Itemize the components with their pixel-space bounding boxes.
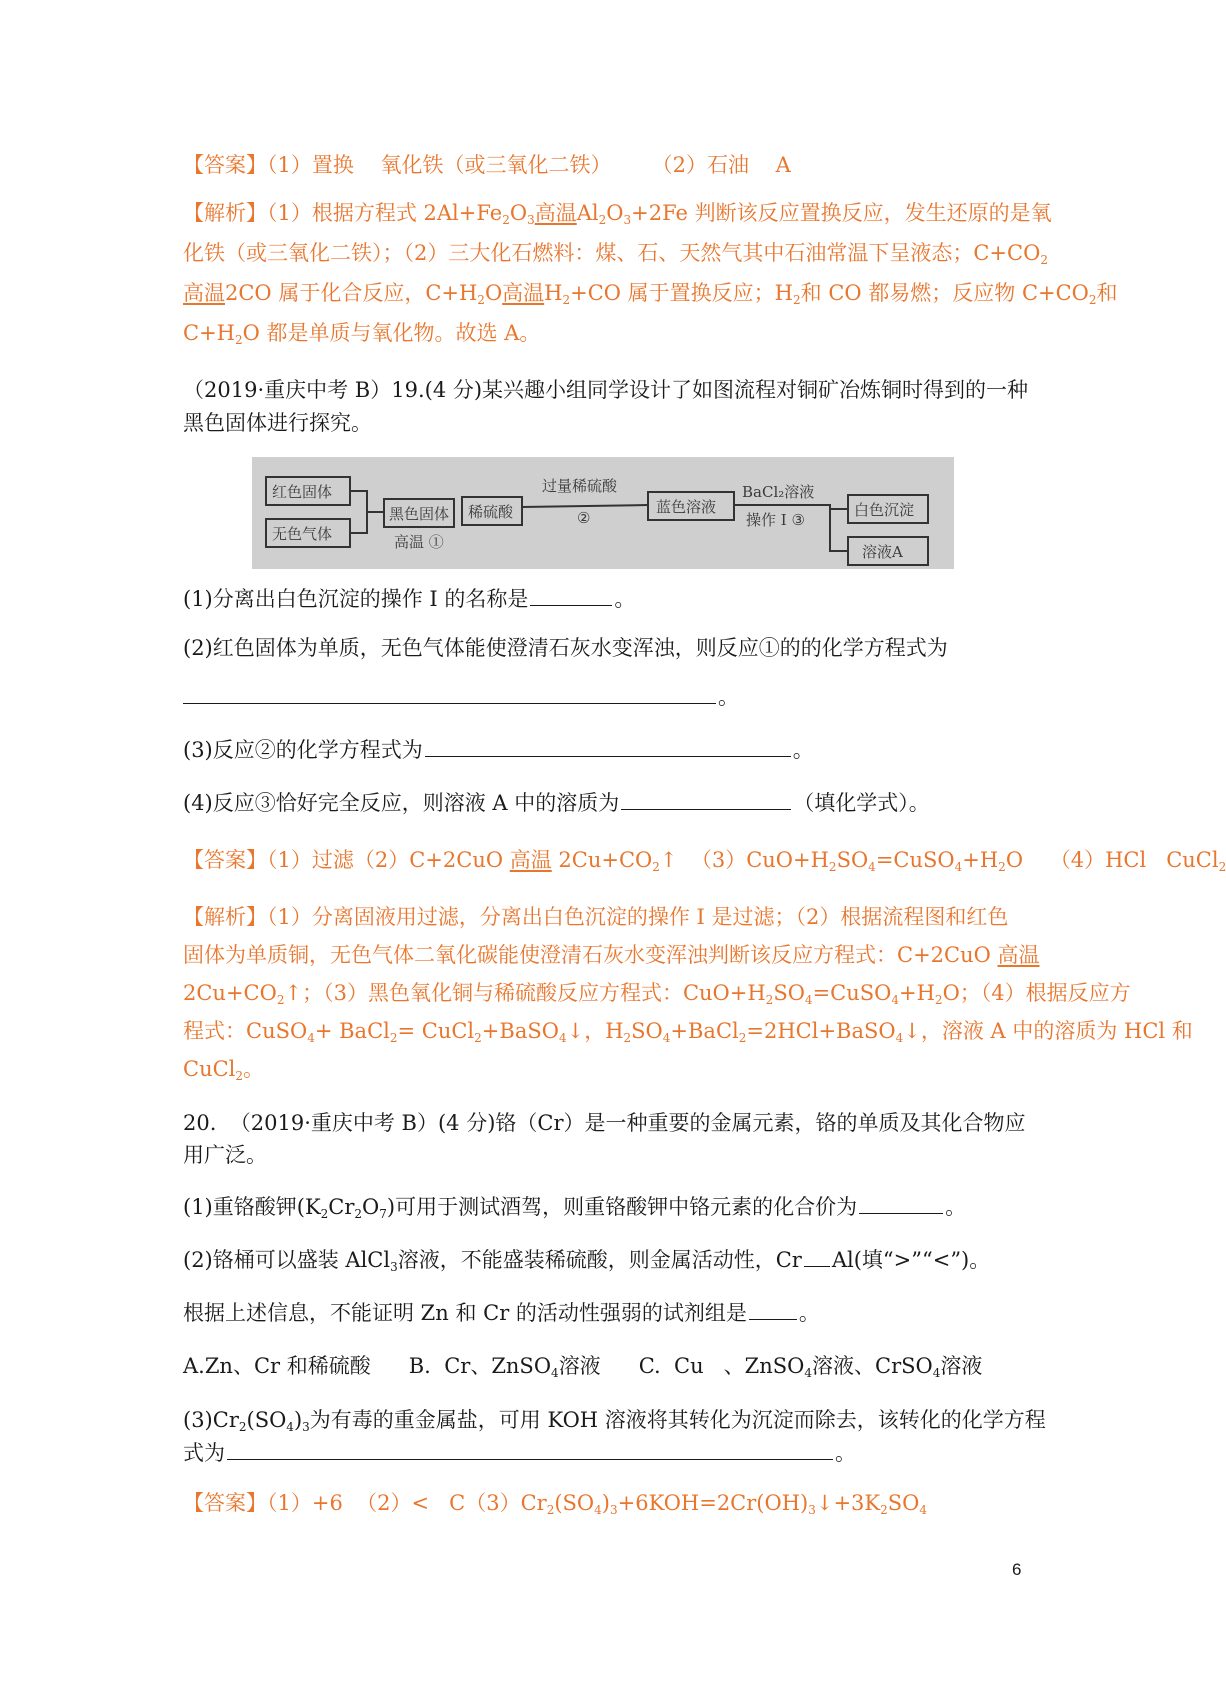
question-text: 。 [614,587,636,611]
subscript: 2 [1218,860,1226,874]
subscript: 2 [276,993,285,1007]
answer-blank[interactable] [530,583,612,606]
subscript: 4 [662,1031,671,1045]
subscript: 2 [738,1031,747,1045]
q20-sub-3 [183,1296,1043,1330]
answer-blank[interactable] [183,681,716,704]
answer-tag: 【答案】 [183,153,267,177]
answer-text: 2Cu+CO [551,848,653,872]
subscript: 4 [307,1031,315,1045]
condition-text: 高温 [534,201,577,225]
analysis-text: 2Cu+CO [183,981,277,1005]
answer-text: (SO [554,1491,595,1515]
question-text: (3)反应②的化学方程式为 [183,738,423,762]
subscript: 2 [828,860,837,874]
q19-line-2 [183,406,1043,440]
question-text: 式为 [183,1441,225,1465]
question-text: O [362,1195,380,1219]
subscript: 2 [234,333,243,347]
analysis2-line-2 [183,938,1043,972]
q20-line-1 [183,1106,1043,1140]
q20-sub-4-cont [183,1436,1043,1470]
analysis-text: ↑；（3）黑色氧化铜与稀硫酸反应方程式：CuO+H [284,981,766,1005]
q19-sub-2 [183,631,1043,665]
answer-text: SO [836,848,869,872]
condition-text: 高温 [502,281,545,305]
analysis-line-1 [183,196,1052,230]
analysis-text: +2Fe 判断该反应置换反应，发生还原的是氧 [631,201,1052,225]
analysis-text: （1）根据方程式 2Al+Fe [267,201,503,225]
question-text: 用广泛。 [183,1143,267,1167]
option-a[interactable]: A.Zn、Cr 和稀硫酸 [183,1354,371,1378]
option-b[interactable] [409,1354,601,1378]
q19-line-1 [183,373,1043,407]
subscript: 2 [652,860,660,874]
q20-sub-2 [183,1243,1043,1277]
analysis-text: （1）分离固液用过滤，分离出白色沉淀的操作 I 是过滤；（2）根据流程图和红色 [267,905,1009,929]
analysis2-line-4 [183,1014,1193,1048]
question-text: Cr [328,1195,355,1219]
subscript: 4 [804,1366,813,1380]
answer-blank[interactable] [859,1191,943,1214]
subscript: 4 [919,1503,927,1517]
subscript: 2 [389,1031,398,1045]
analysis-text: +BaSO [481,1019,559,1043]
analysis-text: CuCl [183,1057,236,1081]
subscript: 2 [598,213,607,227]
subscript: 2 [477,293,485,307]
analysis-text: =2HCl+BaSO [746,1019,896,1043]
option-text: 溶液 [558,1354,601,1378]
analysis-text: C+H [183,321,235,345]
flow-dilute-acid: 稀硫酸 [468,503,514,521]
analysis-text: +H [899,981,935,1005]
analysis-text: +CO 属于置换反应；H [570,281,793,305]
subscript: 4 [868,860,876,874]
answer-text: +H [962,848,999,872]
answer-line-1 [183,148,1043,182]
answer-text: +6KOH=2Cr(OH) [617,1491,809,1515]
analysis-text: 程式：CuSO [183,1019,308,1043]
analysis-line-2 [183,236,1048,270]
analysis-text: = CuCl [397,1019,475,1043]
subscript: 3 [808,1503,816,1517]
question-text: 为有毒的重金属盐，可用 KOH 溶液将其转化为沉淀而除去，该转化的化学方程 [309,1408,1046,1432]
flow-high-temp: 高温 ① [394,533,444,551]
answer-tag: 【答案】 [183,848,267,872]
analysis-tag: 【解析】 [183,905,267,929]
analysis-text: SO [631,1019,663,1043]
subscript: 2 [474,1031,482,1045]
analysis-text: O；（4）根据反应方 [942,981,1131,1005]
subscript: 4 [558,1031,567,1045]
subscript: 2 [934,993,943,1007]
analysis-text: O [606,201,624,225]
subscript: 3 [390,1260,398,1274]
question-text: 根据上述信息，不能证明 Zn 和 Cr 的活动性强弱的试剂组是 [183,1301,747,1325]
flow-white-precipitate: 白色沉淀 [854,501,915,519]
subscript: 2 [354,1207,363,1221]
analysis2-line-1 [183,900,1043,934]
question-text: Al(填“>”“<”)。 [831,1248,991,1272]
answer-text: （1）过滤（2）C+2CuO [267,848,510,872]
subscript: 2 [1088,293,1097,307]
flow-red-solid: 红色固体 [272,483,333,501]
answer-text: ↑ （3）CuO+H [659,848,829,872]
condition-text: 高温 [183,281,225,305]
flowchart-lines [252,457,954,569]
subscript: 2 [238,1420,247,1434]
analysis-text: 和 [1096,281,1118,305]
q20-sub-1 [183,1190,1043,1224]
subscript: 2 [793,293,801,307]
analysis2-line-3 [183,976,1131,1010]
question-text: (1)重铬酸钾(K [183,1195,321,1219]
analysis-text: 2CO 属于化合反应，C+H [225,281,478,305]
question-text: (2)红色固体为单质，无色气体能使澄清石灰水变浑浊，则反应①的的化学方程式为 [183,636,948,660]
analysis-text: +BaCl [670,1019,739,1043]
answer-text: （1）置换 氧化铁（或三氧化二铁） （2）石油 A [267,153,791,177]
analysis-text: O 都是单质与氧化物。故选 A。 [242,321,541,345]
analysis-text: =CuSO [812,981,892,1005]
analysis-line-4 [183,316,1043,350]
option-text: 溶液 [940,1354,983,1378]
question-text: (1)分离出白色沉淀的操作 I 的名称是 [183,587,529,611]
option-text: C. Cu 、ZnSO [638,1354,805,1378]
analysis-line-3 [183,276,1118,310]
flow-excess-acid: 过量稀硫酸 [542,477,618,495]
subscript: 2 [880,1503,888,1517]
subscript: 4 [891,993,899,1007]
question-text: ) [293,1408,303,1432]
analysis-text: O [509,201,528,225]
answer-blank[interactable] [425,734,791,757]
analysis-text: ↓，H [566,1019,624,1043]
analysis-text: SO [773,981,805,1005]
analysis-text: Al [576,201,599,225]
flow-blue-solution: 蓝色溶液 [656,498,717,516]
flow-bacl2: BaCl₂溶液 [742,483,815,501]
subscript: 3 [527,213,535,227]
answer-blank[interactable] [621,787,791,810]
question-text: （2019·重庆中考 B）19.(4 分)某兴趣小组同学设计了如图流程对铜矿冶炼铜时得到的一种 [183,378,1029,402]
subscript: 7 [379,1207,387,1221]
answer-text: （1）+6 （2）< C（3）Cr [267,1491,547,1515]
q19-sub-2-blank [183,680,1043,714]
q19-sub-3 [183,733,1043,767]
question-text: 。 [835,1441,856,1465]
question-text: 溶液，不能盛装稀硫酸，则金属活动性，Cr [397,1248,802,1272]
question-text: 20. （2019·重庆中考 B）(4 分)铬（Cr）是一种重要的金属元素，铬的单质及其化合物应 [183,1111,1026,1135]
question-text: （填化学式）。 [793,791,930,815]
flowchart-image [252,457,954,569]
answer-tag: 【答案】 [183,1491,267,1515]
subscript: 4 [551,1366,559,1380]
answer-line-3 [183,1486,1043,1520]
question-text: 。 [945,1195,967,1219]
question-text: 。 [798,1301,820,1325]
analysis2-line-5 [183,1052,1043,1086]
subscript: 4 [954,860,963,874]
subscript: 2 [235,1069,244,1083]
analysis-tag: 【解析】 [183,201,267,225]
subscript: 3 [302,1420,310,1434]
option-text: B. Cr、ZnSO [408,1354,552,1378]
analysis-text: 。 [243,1057,265,1081]
q19-sub-1 [183,582,1043,616]
question-text: (4)反应③恰好完全反应，则溶液 A 中的溶质为 [183,791,620,815]
flow-solution-a: 溶液A [862,543,903,561]
analysis-text: 和 CO 都易燃；反应物 C+CO [800,281,1089,305]
question-text: 。 [718,685,739,709]
page-number: 6 [1012,1560,1022,1579]
subscript: 2 [998,860,1006,874]
condition-text: 高温 [509,848,552,872]
answer-text: =CuSO [875,848,955,872]
option-text: 溶液、CrSO [812,1354,933,1378]
question-text: (3)Cr [183,1408,239,1432]
analysis-text: ↓，溶液 A 中的溶质为 HCl 和 [903,1019,1193,1043]
analysis-text: + BaCl [314,1019,390,1043]
analysis-text: 固体为单质铜，无色气体二氧化碳能使澄清石灰水变浑浊判断该反应方程式：C+2CuO [183,943,998,967]
condition-text: 高温 [997,943,1040,967]
analysis-text: 化铁（或三氧化二铁）；（2）三大化石燃料：煤、石、天然气其中石油常温下呈液态；C+CO [183,241,1041,265]
q20-line-2 [183,1138,1043,1172]
answer-blank[interactable] [804,1244,830,1267]
analysis-text: H [544,281,563,305]
flow-operation-1: 操作 I ③ [746,511,805,529]
q20-sub-4 [183,1403,1046,1437]
question-text: (2)铬桶可以盛装 AlCl [183,1248,391,1272]
answer-blank[interactable] [227,1437,833,1460]
subscript: 4 [594,1503,602,1517]
question-text: 。 [792,738,814,762]
subscript: 2 [502,213,510,227]
answer-text: ) [601,1491,610,1515]
option-c[interactable] [639,1354,983,1378]
subscript: 4 [895,1031,904,1045]
subscript: 2 [562,293,571,307]
subscript: 4 [932,1366,941,1380]
subscript: 2 [320,1207,329,1221]
question-text: (SO [246,1408,287,1432]
answer-text: SO [887,1491,920,1515]
flow-black-solid: 黑色固体 [389,505,450,523]
answer-line-2 [183,843,1226,877]
q20-options [183,1349,1043,1383]
flow-step-2: ② [577,509,591,527]
subscript: 4 [804,993,813,1007]
answer-blank[interactable] [749,1297,797,1320]
subscript: 4 [286,1420,294,1434]
flow-colorless-gas: 无色气体 [272,525,333,543]
q19-sub-4 [183,786,1043,820]
answer-text: ↓+3K [815,1491,881,1515]
subscript: 2 [546,1503,555,1517]
analysis-text: O [484,281,503,305]
answer-text: O （4）HCl CuCl [1005,848,1219,872]
subscript: 2 [765,993,774,1007]
subscript: 2 [623,1031,632,1045]
subscript: 3 [609,1503,618,1517]
subscript: 2 [1040,253,1048,267]
subscript: 3 [623,213,632,227]
question-text: )可用于测试酒驾，则重铬酸钾中铬元素的化合价为 [386,1195,858,1219]
question-text: 黑色固体进行探究。 [183,411,372,435]
